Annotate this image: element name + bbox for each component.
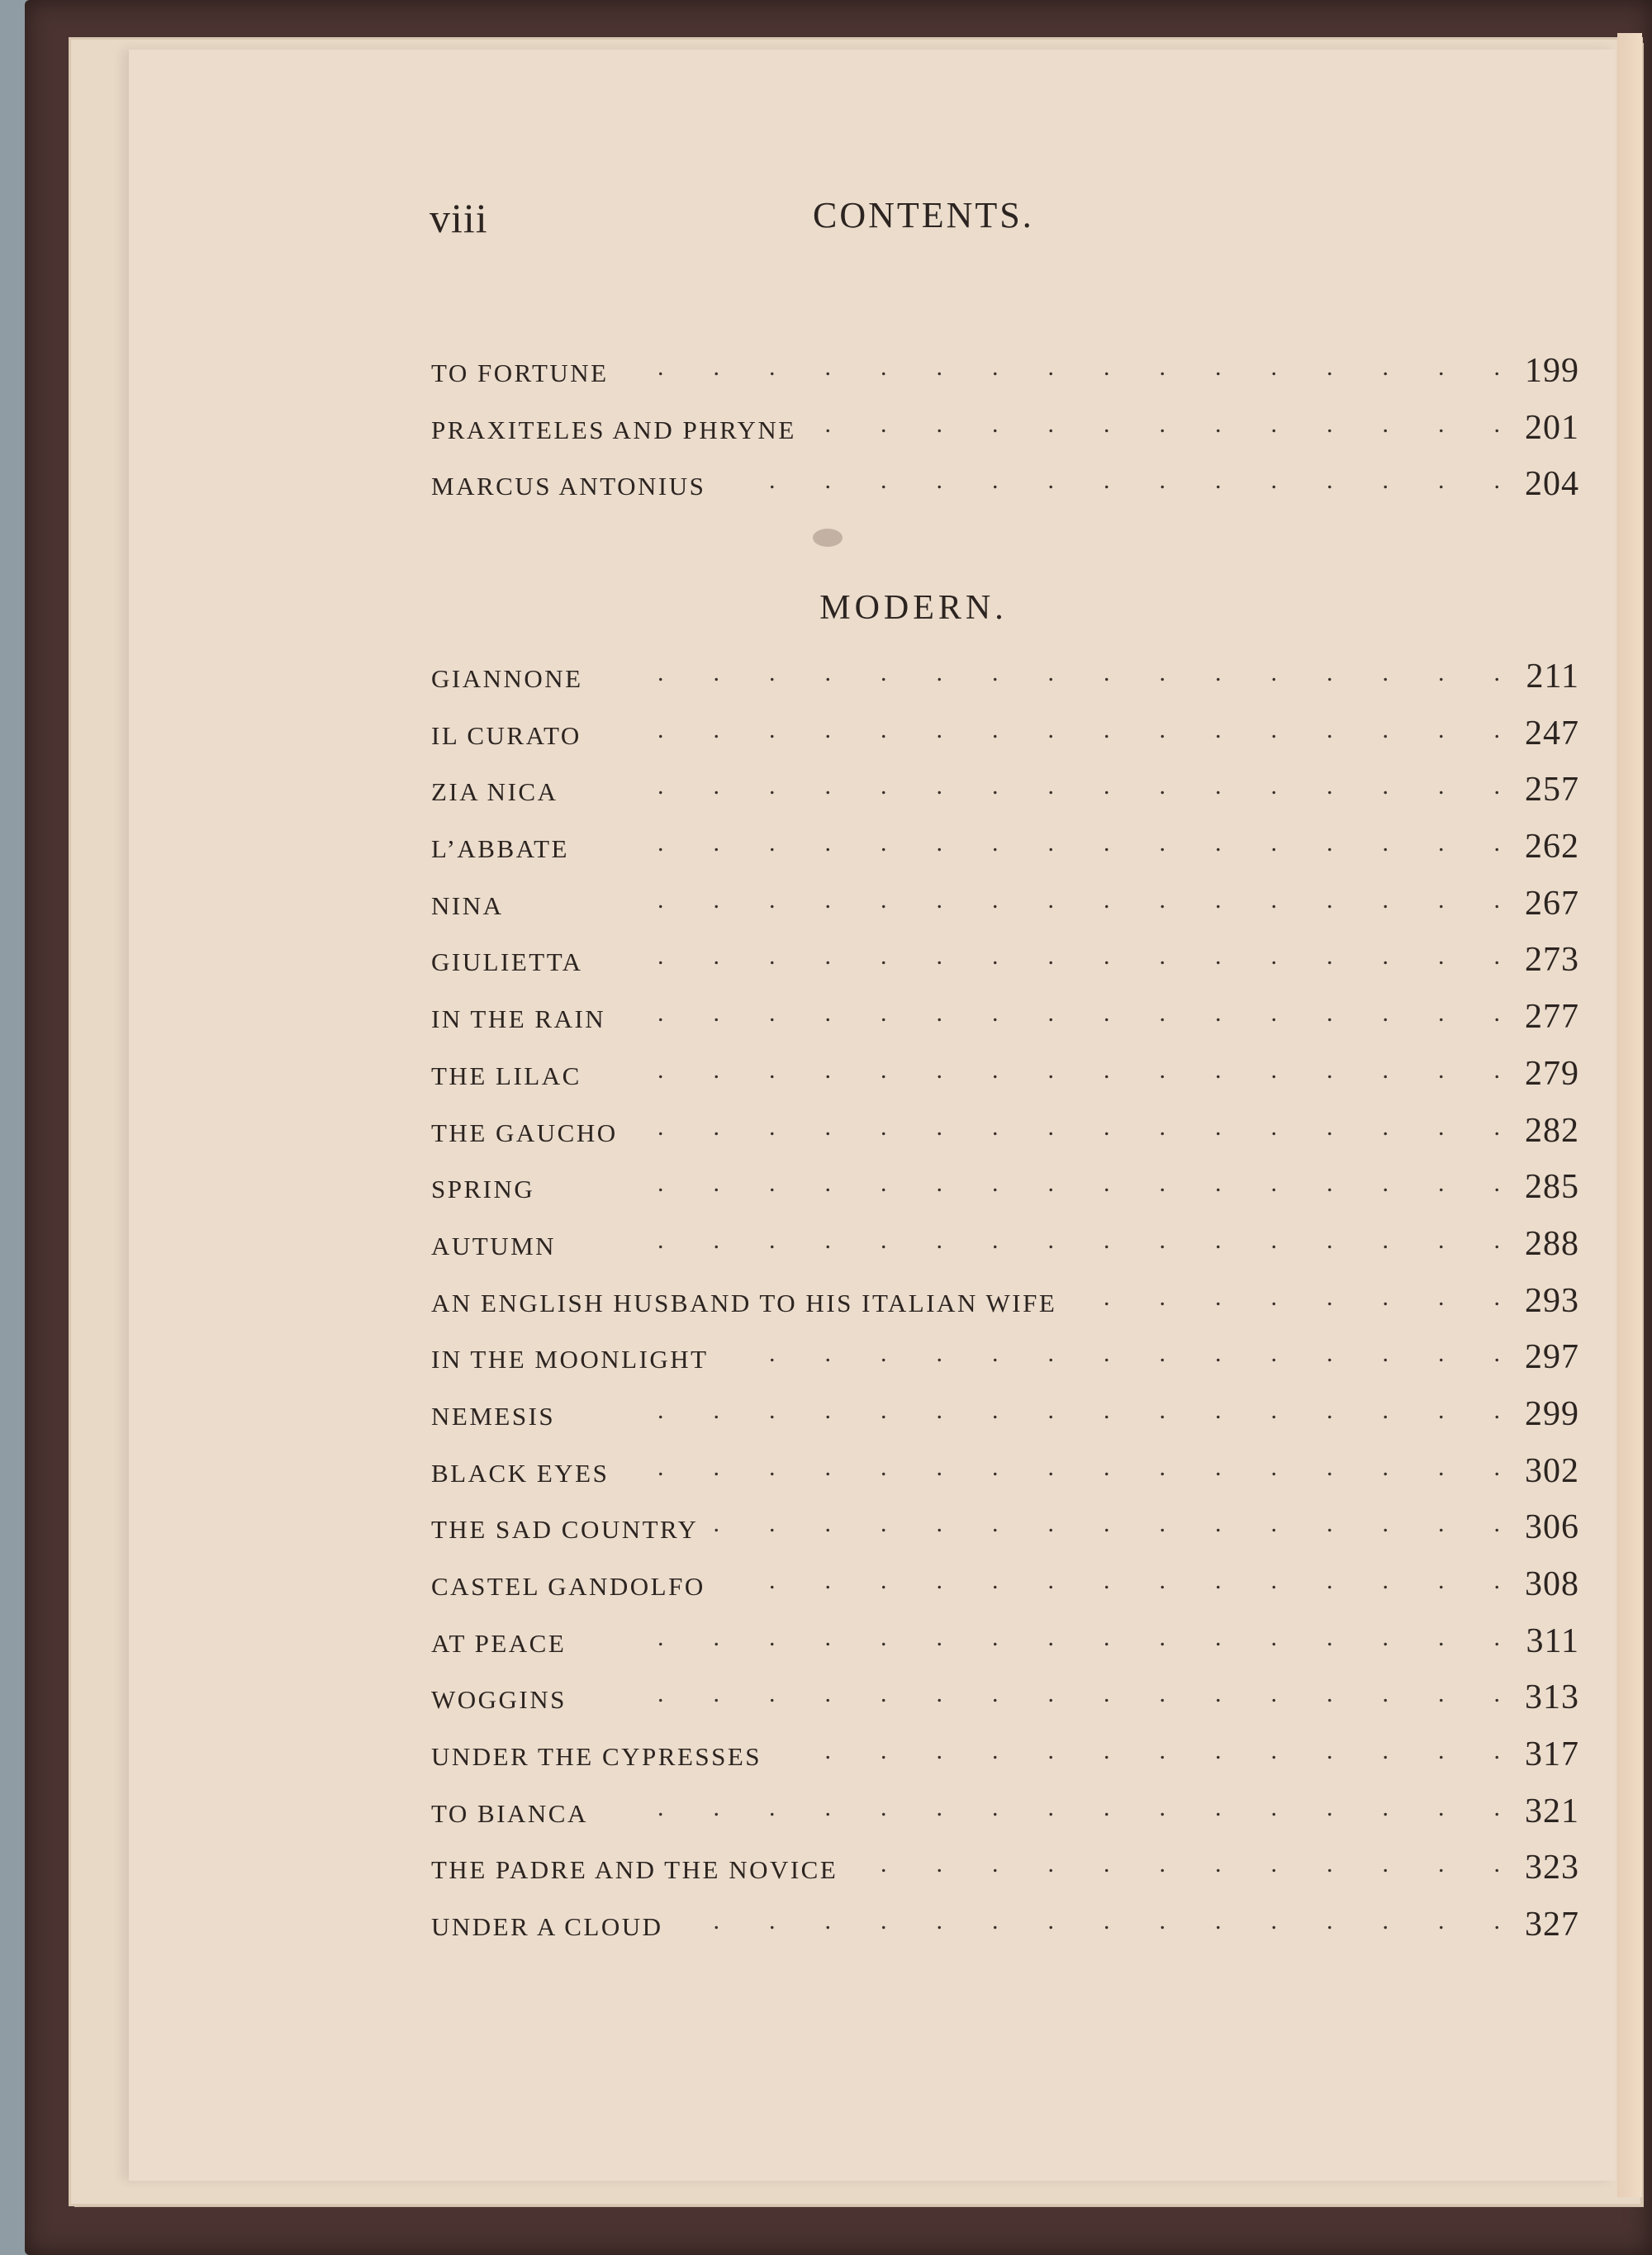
toc-entry-title: L’ABBATE [431, 834, 569, 864]
dot-leader [720, 1567, 1500, 1595]
dot-leader [678, 1907, 1500, 1935]
dot-leader [624, 1454, 1500, 1482]
toc-entry [431, 1167, 1579, 1224]
toc-entry [431, 1224, 1579, 1281]
toc-entry-page-number: 327 [1525, 1906, 1579, 1944]
toc-entry [431, 1394, 1579, 1451]
toc-entry-page-number: 297 [1525, 1338, 1579, 1377]
toc-entry-title: THE SAD COUNTRY [431, 1515, 699, 1545]
toc-entry [431, 1678, 1579, 1735]
toc-entry-title: IN THE RAIN [431, 1004, 606, 1034]
toc-entry [431, 1281, 1579, 1338]
dot-leader [582, 1680, 1500, 1708]
toc-entry [431, 1337, 1579, 1394]
dot-leader [596, 1056, 1500, 1085]
toc-entry-page-number: 279 [1525, 1054, 1579, 1093]
dot-leader [603, 1794, 1500, 1822]
dot-leader [624, 354, 1500, 382]
dot-leader [581, 1624, 1500, 1652]
running-head [129, 194, 1616, 260]
toc-entry [431, 1451, 1579, 1508]
toc-entry-page-number: 323 [1525, 1849, 1579, 1887]
toc-entry-title: NINA [431, 890, 504, 920]
toc-entry-title: TO BIANCA [431, 1798, 588, 1828]
toc-entry [431, 1621, 1579, 1678]
toc-entry [431, 1848, 1579, 1905]
dot-leader [852, 1850, 1500, 1878]
toc-entry [431, 1054, 1579, 1111]
toc-entry-title: THE GAUCHO [431, 1118, 618, 1147]
dot-leader [598, 659, 1500, 687]
dot-leader [811, 411, 1500, 439]
toc-entry-title: UNDER A CLOUD [431, 1912, 663, 1942]
toc-entry-title: ZIA NICA [431, 777, 558, 807]
toc-entry-title: GIULIETTA [431, 947, 583, 977]
dot-leader [633, 1113, 1500, 1142]
page-title: CONTENTS. [813, 195, 1034, 235]
toc-entry-page-number: 204 [1525, 465, 1579, 504]
toc-entry-page-number: 282 [1525, 1111, 1579, 1150]
toc-entry-title: THE PADRE AND THE NOVICE [431, 1855, 838, 1885]
toc-entry-title: UNDER THE CYPRESSES [431, 1742, 762, 1772]
toc-entry [431, 657, 1579, 714]
toc-entry-page-number: 273 [1525, 941, 1579, 980]
toc-entry [431, 770, 1579, 827]
toc-entry-title: IN THE MOONLIGHT [431, 1345, 709, 1374]
toc-entry [431, 408, 1579, 465]
toc-entry [431, 1905, 1579, 1962]
toc-entry-title: TO FORTUNE [431, 358, 609, 387]
toc-entry [431, 464, 1579, 521]
toc-entry [431, 1111, 1579, 1168]
dot-leader [572, 772, 1500, 800]
paper-stain [813, 529, 843, 547]
toc-entry-page-number: 317 [1525, 1735, 1579, 1774]
dot-leader [584, 829, 1500, 857]
toc-entry [431, 884, 1579, 941]
toc-entry-page-number: 288 [1525, 1224, 1579, 1263]
dot-leader [549, 1170, 1500, 1198]
toc-entry [431, 997, 1579, 1054]
toc-entry-title: BLACK EYES [431, 1458, 610, 1488]
dot-leader [519, 886, 1501, 914]
toc-entry [431, 1735, 1579, 1792]
dot-leader [713, 1510, 1500, 1538]
toc-entry-title: MARCUS ANTONIUS [431, 472, 706, 501]
dot-leader [724, 1340, 1500, 1368]
toc-list-modern [431, 657, 1579, 1962]
toc-entry [431, 1507, 1579, 1564]
section-heading: MODERN. [819, 589, 1008, 627]
toc-entry-title: GIANNONE [431, 664, 583, 693]
toc-entry-page-number: 313 [1525, 1678, 1579, 1717]
toc-entry-title: AN ENGLISH HUSBAND TO HIS ITALIAN WIFE [431, 1288, 1057, 1317]
toc-entry [431, 1792, 1579, 1849]
toc-list-classical [431, 351, 1579, 521]
toc-entry-page-number: 257 [1525, 771, 1579, 809]
toc-entry-page-number: 321 [1525, 1792, 1579, 1830]
folio-number: viii [430, 195, 488, 241]
toc-entry-title: PRAXITELES AND PHRYNE [431, 415, 796, 444]
dot-leader [1071, 1284, 1500, 1312]
toc-entry-page-number: 201 [1525, 408, 1579, 447]
toc-entry-page-number: 199 [1525, 352, 1579, 390]
toc-entry-title: THE LILAC [431, 1061, 582, 1090]
toc-entry-page-number: 285 [1525, 1168, 1579, 1207]
toc-entry-page-number: 302 [1525, 1451, 1579, 1490]
page-edge [1617, 33, 1642, 2197]
toc-entry [431, 1564, 1579, 1621]
toc-entry-page-number: 306 [1525, 1508, 1579, 1547]
dot-leader [620, 999, 1500, 1028]
toc-entry [431, 827, 1579, 884]
toc-entry-title: SPRING [431, 1175, 535, 1204]
toc-entry-page-number: 262 [1525, 828, 1579, 866]
dot-leader [776, 1737, 1500, 1765]
toc-entry-page-number: 277 [1525, 998, 1579, 1037]
toc-entry [431, 940, 1579, 997]
toc-entry-page-number: 293 [1525, 1281, 1579, 1320]
dot-leader [596, 716, 1500, 744]
toc-entry-title: AT PEACE [431, 1628, 567, 1658]
toc-entry-page-number: 211 [1526, 658, 1579, 695]
dot-leader [570, 1397, 1500, 1425]
toc-entry-page-number: 267 [1525, 884, 1579, 923]
toc-entry-title: CASTEL GANDOLFO [431, 1572, 705, 1601]
toc-entry-title: IL CURATO [431, 720, 582, 750]
toc-entry [431, 351, 1579, 408]
toc-entry-title: NEMESIS [431, 1401, 556, 1431]
dot-leader [571, 1227, 1500, 1255]
toc-entry-page-number: 247 [1525, 714, 1579, 752]
book-page [129, 50, 1616, 2181]
toc-entry-title: AUTUMN [431, 1231, 557, 1260]
toc-entry-page-number: 308 [1525, 1565, 1579, 1603]
dot-leader [598, 942, 1500, 971]
toc-entry-page-number: 311 [1526, 1621, 1579, 1660]
toc-entry [431, 714, 1579, 771]
toc-entry-page-number: 299 [1525, 1394, 1579, 1433]
toc-entry-title: WOGGINS [431, 1685, 567, 1715]
dot-leader [720, 467, 1500, 495]
